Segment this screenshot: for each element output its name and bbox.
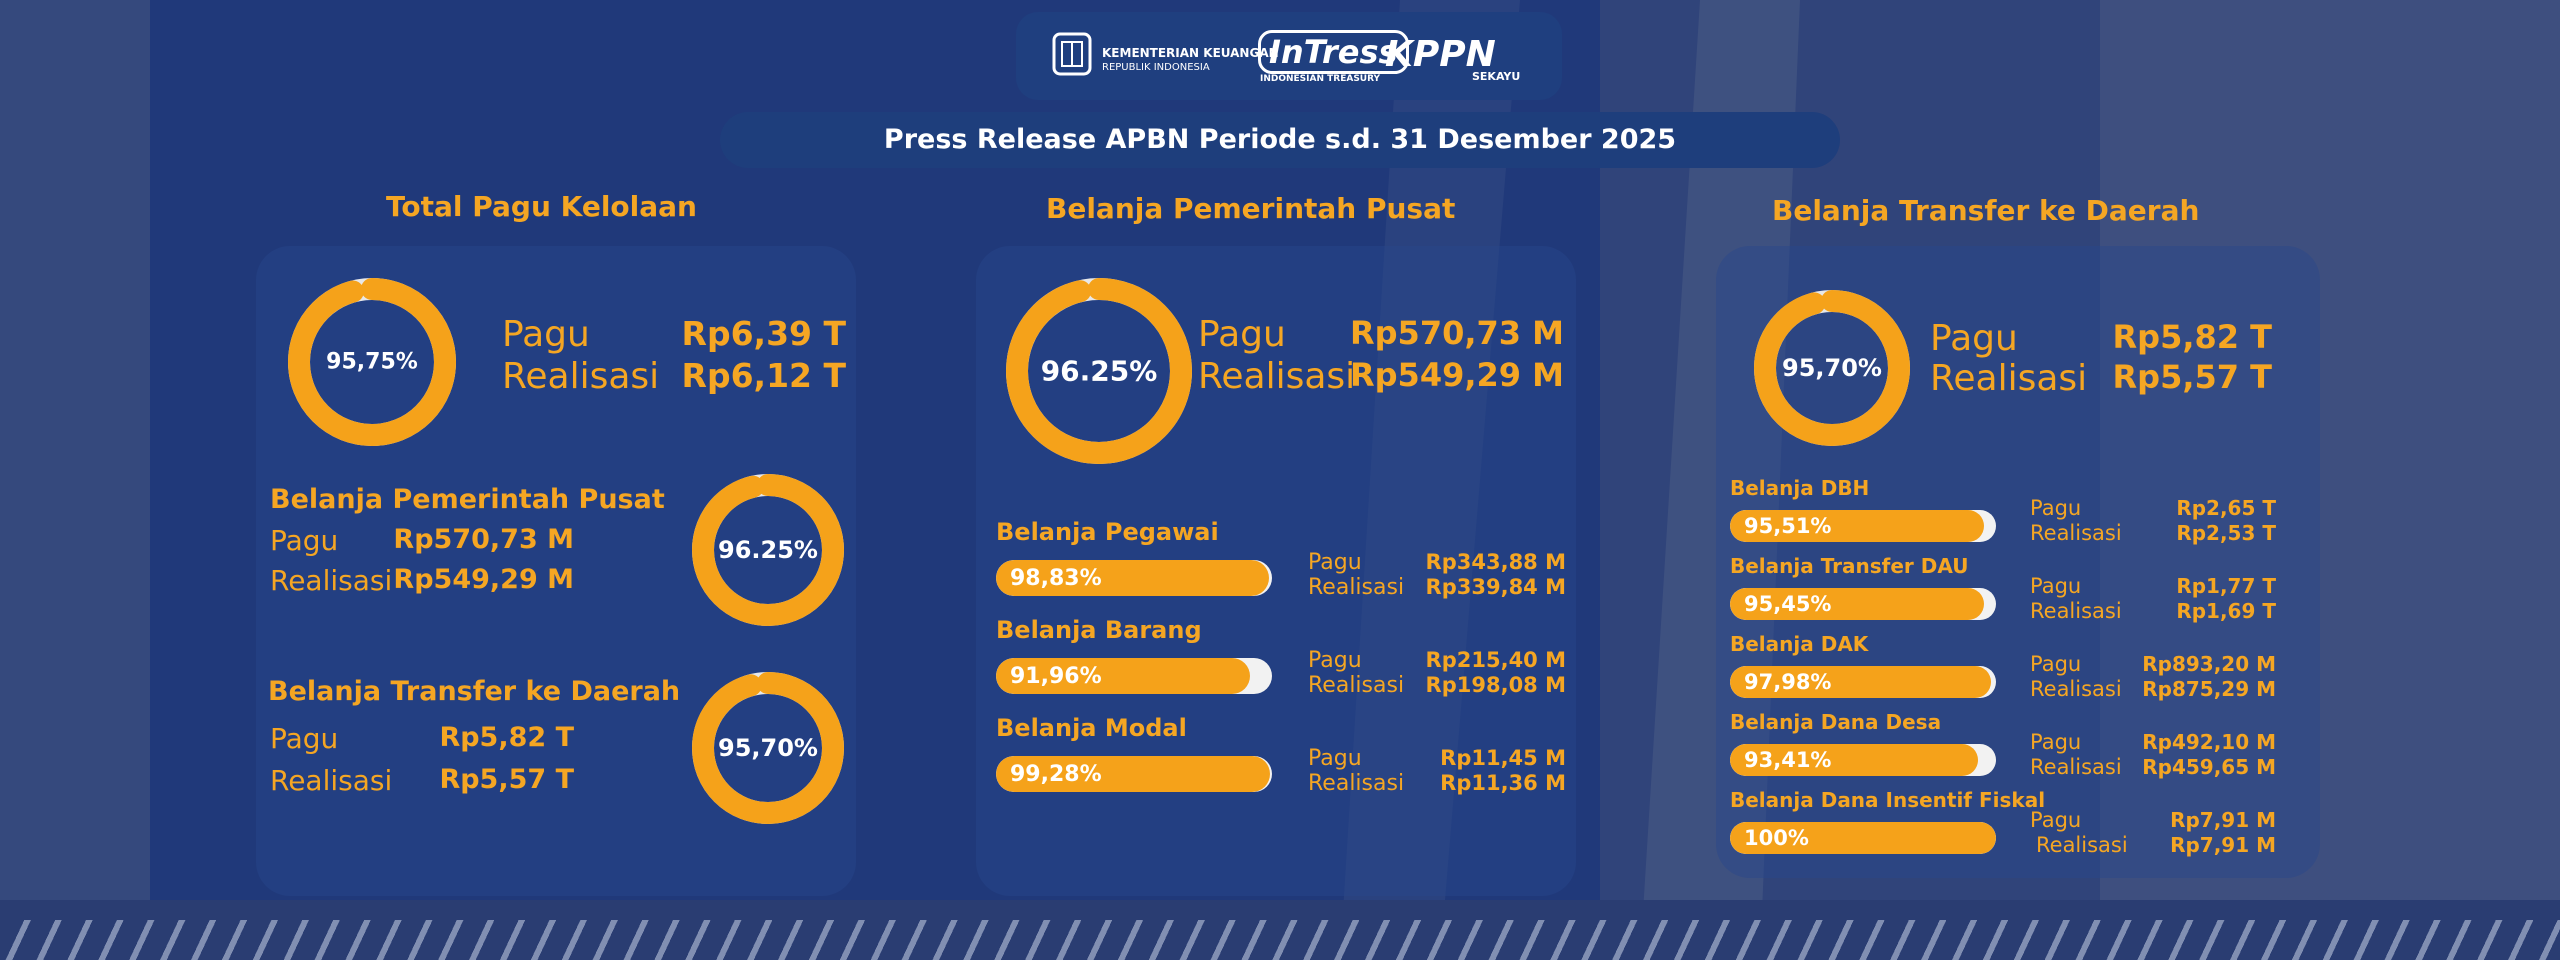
ministry-emblem-icon xyxy=(1050,30,1094,78)
progress-percent: 97,98% xyxy=(1744,670,1832,694)
donut-label: 96.25% xyxy=(718,536,818,564)
item-pagu-label: Pagu xyxy=(1308,550,1362,575)
progress-percent: 99,28% xyxy=(1010,761,1102,787)
progress-bar xyxy=(1730,588,1996,620)
right-realisasi-label: Realisasi xyxy=(1930,358,2088,399)
progress-percent: 95,51% xyxy=(1744,514,1832,538)
item-title: Belanja Pegawai xyxy=(996,518,1219,546)
btd-realisasi-value: Rp5,57 T xyxy=(439,764,574,795)
item-realisasi-value: Rp198,08 M xyxy=(1425,673,1566,697)
donut-label: 96.25% xyxy=(1040,354,1158,388)
item-pagu-value: Rp215,40 M xyxy=(1425,648,1566,672)
item-realisasi-label: Realisasi xyxy=(1308,673,1405,698)
item-pagu-label: Pagu xyxy=(2030,496,2082,520)
item-pagu-value: Rp1,77 T xyxy=(2176,574,2276,598)
bpp-realisasi-value: Rp549,29 M xyxy=(393,564,574,595)
total-realisasi-value: Rp6,12 T xyxy=(681,356,846,395)
progress-percent: 98,83% xyxy=(1010,565,1102,591)
donut-transfer-daerah xyxy=(1752,288,1912,448)
item-realisasi-value: Rp339,84 M xyxy=(1425,575,1566,599)
donut-belanja-pusat xyxy=(1004,276,1194,466)
item-title: Belanja Dana Insentif Fiskal xyxy=(1730,788,2046,812)
item-realisasi-label: Realisasi xyxy=(2030,521,2122,545)
section-title-total-pagu: Total Pagu Kelolaan xyxy=(386,190,697,223)
total-realisasi-label: Realisasi xyxy=(502,356,660,397)
item-pagu-label: Pagu xyxy=(2030,574,2082,598)
item-pagu-value: Rp893,20 M xyxy=(2142,652,2276,676)
progress-bar xyxy=(1730,666,1996,698)
item-pagu-label: Pagu xyxy=(1308,746,1362,771)
bpp-pagu-value: Rp570,73 M xyxy=(393,524,574,555)
item-realisasi-value: Rp11,36 M xyxy=(1440,771,1566,795)
bpp-pagu-label: Pagu xyxy=(270,524,339,557)
kppn-logo-subtitle: SEKAYU xyxy=(1472,70,1521,83)
item-pagu-value: Rp492,10 M xyxy=(2142,730,2276,754)
mid-pagu-label: Pagu xyxy=(1198,314,1286,355)
item-realisasi-value: Rp2,53 T xyxy=(2176,521,2276,545)
bpp-subtitle: Belanja Pemerintah Pusat xyxy=(270,484,665,515)
item-realisasi-value: Rp459,65 M xyxy=(2142,755,2276,779)
progress-bar xyxy=(1730,744,1996,776)
donut-btd xyxy=(690,670,846,826)
item-realisasi-label: Realisasi xyxy=(2030,755,2122,779)
progress-bar xyxy=(1730,510,1996,542)
donut-label: 95,70% xyxy=(1782,354,1882,382)
total-pagu-value: Rp6,39 T xyxy=(681,314,846,353)
ministry-name-line2: REPUBLIK INDONESIA xyxy=(1102,62,1210,73)
item-title: Belanja DBH xyxy=(1730,476,1870,500)
mid-pagu-value: Rp570,73 M xyxy=(1350,314,1565,352)
mid-realisasi-label: Realisasi xyxy=(1198,356,1356,397)
section-title-belanja-pusat: Belanja Pemerintah Pusat xyxy=(1046,192,1456,225)
item-realisasi-label: Realisasi xyxy=(1308,575,1405,600)
donut-bpp xyxy=(690,472,846,628)
right-pagu-label: Pagu xyxy=(1930,318,2018,359)
bottom-stripe-decoration xyxy=(0,920,2560,960)
donut-label: 95,75% xyxy=(326,349,418,375)
item-pagu-label: Pagu xyxy=(1308,648,1362,673)
intress-logo: InTress xyxy=(1258,30,1409,74)
item-pagu-label: Pagu xyxy=(2030,652,2082,676)
right-realisasi-value: Rp5,57 T xyxy=(2112,358,2272,396)
kppn-logo: KPPN xyxy=(1385,34,1496,75)
item-pagu-label: Pagu xyxy=(2030,808,2082,832)
item-pagu-value: Rp11,45 M xyxy=(1440,746,1566,770)
btd-subtitle: Belanja Transfer ke Daerah xyxy=(268,676,681,707)
section-title-transfer-daerah: Belanja Transfer ke Daerah xyxy=(1772,194,2200,227)
item-realisasi-label: Realisasi xyxy=(2030,677,2122,701)
item-realisasi-label: Realisasi xyxy=(2030,599,2122,623)
item-realisasi-label: Realisasi xyxy=(2036,833,2128,857)
item-title: Belanja DAK xyxy=(1730,632,1869,656)
page-title: Press Release APBN Periode s.d. 31 Desember 2025 xyxy=(720,112,1840,168)
item-pagu-value: Rp343,88 M xyxy=(1425,550,1566,574)
bpp-realisasi-label: Realisasi xyxy=(270,564,393,597)
total-pagu-label: Pagu xyxy=(502,314,590,355)
btd-pagu-label: Pagu xyxy=(270,722,339,755)
btd-realisasi-label: Realisasi xyxy=(270,764,393,797)
progress-bar xyxy=(996,658,1272,694)
item-title: Belanja Modal xyxy=(996,714,1187,742)
item-title: Belanja Barang xyxy=(996,616,1202,644)
item-realisasi-label: Realisasi xyxy=(1308,771,1405,796)
donut-label: 95,70% xyxy=(718,734,818,762)
progress-percent: 93,41% xyxy=(1744,748,1832,772)
item-realisasi-value: Rp1,69 T xyxy=(2176,599,2276,623)
progress-percent: 91,96% xyxy=(1010,663,1102,689)
item-realisasi-value: Rp7,91 M xyxy=(2170,833,2276,857)
donut-total-pagu xyxy=(286,276,458,448)
progress-percent: 95,45% xyxy=(1744,592,1832,616)
btd-pagu-value: Rp5,82 T xyxy=(439,722,574,753)
item-pagu-value: Rp2,65 T xyxy=(2176,496,2276,520)
progress-bar xyxy=(1730,822,1996,854)
item-title: Belanja Transfer DAU xyxy=(1730,554,1969,578)
progress-bar xyxy=(996,560,1272,596)
right-pagu-value: Rp5,82 T xyxy=(2112,318,2272,356)
ministry-name-line1: KEMENTERIAN KEUANGAN xyxy=(1102,46,1279,60)
item-pagu-value: Rp7,91 M xyxy=(2170,808,2276,832)
intress-logo-subtitle: INDONESIAN TREASURY xyxy=(1260,74,1381,84)
progress-bar xyxy=(996,756,1272,792)
item-title: Belanja Dana Desa xyxy=(1730,710,1942,734)
progress-percent: 100% xyxy=(1744,826,1809,850)
mid-realisasi-value: Rp549,29 M xyxy=(1350,356,1565,394)
item-pagu-label: Pagu xyxy=(2030,730,2082,754)
item-realisasi-value: Rp875,29 M xyxy=(2142,677,2276,701)
